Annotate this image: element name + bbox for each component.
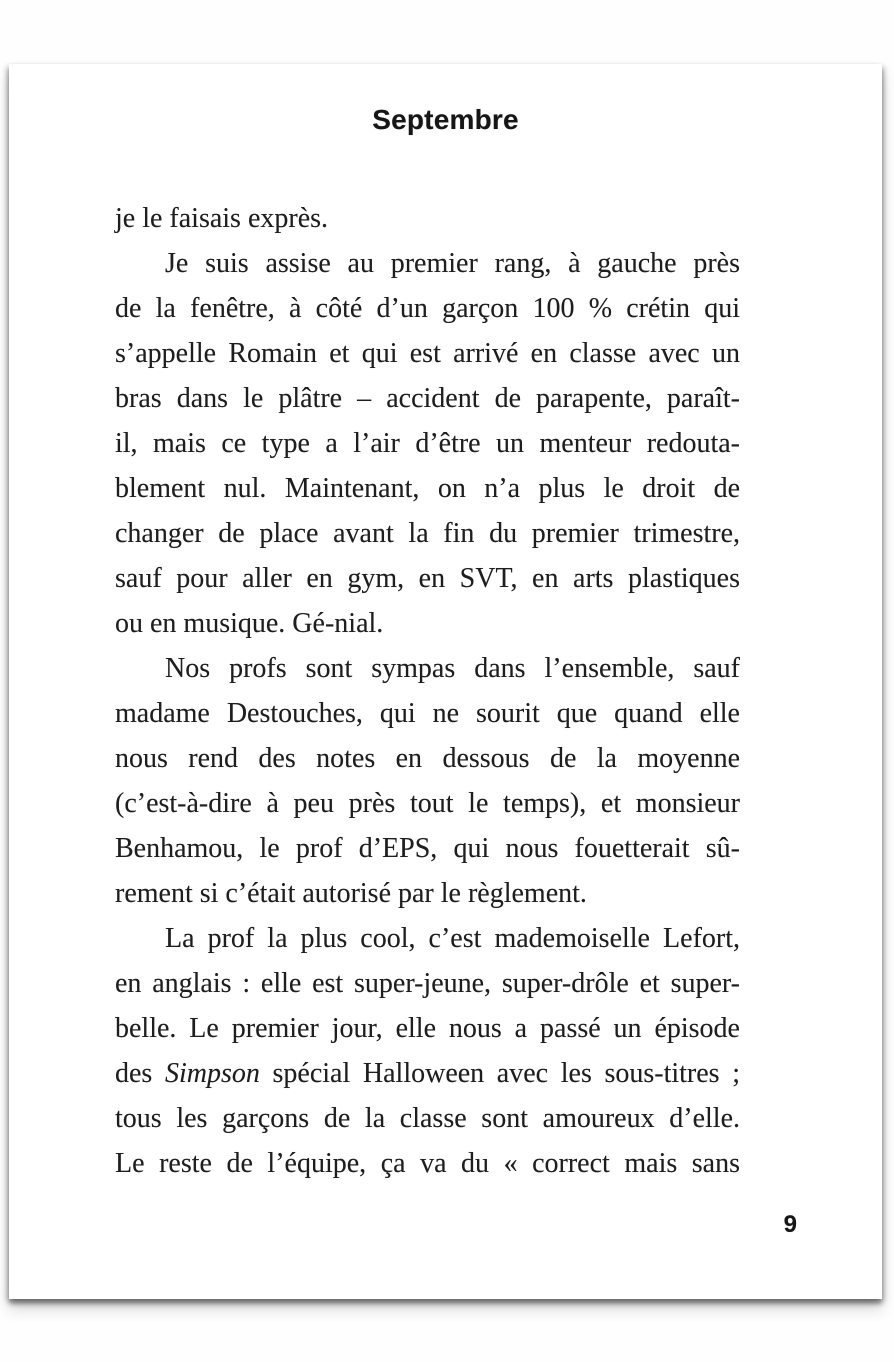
text-run: spécial Halloween avec les sous-titres ; <box>259 1058 740 1089</box>
text-run: (c’est-à-dire à peu près tout le temps), et monsieur <box>115 788 740 819</box>
text-line <box>115 601 740 646</box>
paragraph <box>115 196 740 241</box>
page-number: 9 <box>783 1211 797 1238</box>
text-line <box>115 466 740 511</box>
text-line <box>115 331 740 376</box>
text-line <box>115 196 740 241</box>
text-line <box>115 511 740 556</box>
text-run: madame Destouches, qui ne sourit que quand elle <box>115 698 740 729</box>
text-line <box>115 286 740 331</box>
text-line <box>115 241 740 286</box>
book-page <box>9 64 882 1299</box>
text-run: sauf pour aller en gym, en SVT, en arts plastiques <box>115 563 740 594</box>
text-run: changer de place avant la fin du premier trimestre, <box>115 518 740 549</box>
chapter-title: Septembre <box>372 104 519 135</box>
text-run: La prof la plus cool, c’est mademoiselle Lefort, <box>165 923 740 954</box>
text-line <box>115 916 740 961</box>
text-run: ou en musique. Gé-nial. <box>115 608 384 639</box>
text-line <box>115 736 740 781</box>
text-run: tous les garçons de la classe sont amoureux d’elle. <box>115 1103 740 1134</box>
page-body <box>115 196 740 1186</box>
text-run: il, mais ce type a l’air d’être un menteur redouta- <box>115 428 740 459</box>
text-run: belle. Le premier jour, elle nous a passé un épisode <box>115 1013 740 1044</box>
text-line <box>115 1006 740 1051</box>
text-line <box>115 691 740 736</box>
text-run: des <box>115 1058 165 1089</box>
text-run: bras dans le plâtre – accident de parapente, paraît- <box>115 383 740 414</box>
text-run: rement si c’était autorisé par le règlement. <box>115 878 587 909</box>
text-line <box>115 421 740 466</box>
text-line <box>115 1051 740 1096</box>
paragraph <box>115 916 740 1186</box>
text-line <box>115 556 740 601</box>
text-run: s’appelle Romain et qui est arrivé en classe avec un <box>115 338 740 369</box>
paragraph <box>115 241 740 646</box>
text-line <box>115 1096 740 1141</box>
text-line <box>115 781 740 826</box>
text-run: nous rend des notes en dessous de la moyenne <box>115 743 740 774</box>
text-line <box>115 961 740 1006</box>
italic-text-run: Simpson <box>164 1058 260 1089</box>
text-run: Je suis assise au premier rang, à gauche près <box>165 248 740 279</box>
text-run: blement nul. Maintenant, on n’a plus le droit de <box>115 473 740 504</box>
text-run: Le reste de l’équipe, ça va du « correct mais sans <box>115 1148 740 1179</box>
text-run: Nos profs sont sympas dans l’ensemble, sauf <box>165 653 740 684</box>
text-run: je le faisais exprès. <box>115 203 329 234</box>
text-line <box>115 376 740 421</box>
text-run: de la fenêtre, à côté d’un garçon 100 % crétin qui <box>115 293 740 324</box>
text-line <box>115 1141 740 1186</box>
text-run: en anglais : elle est super-jeune, super-drôle et super- <box>115 968 740 999</box>
text-line <box>115 646 740 691</box>
text-run: Benhamou, le prof d’EPS, qui nous fouetterait sû- <box>115 833 740 864</box>
text-line <box>115 871 740 916</box>
paragraph <box>115 646 740 916</box>
text-line <box>115 826 740 871</box>
